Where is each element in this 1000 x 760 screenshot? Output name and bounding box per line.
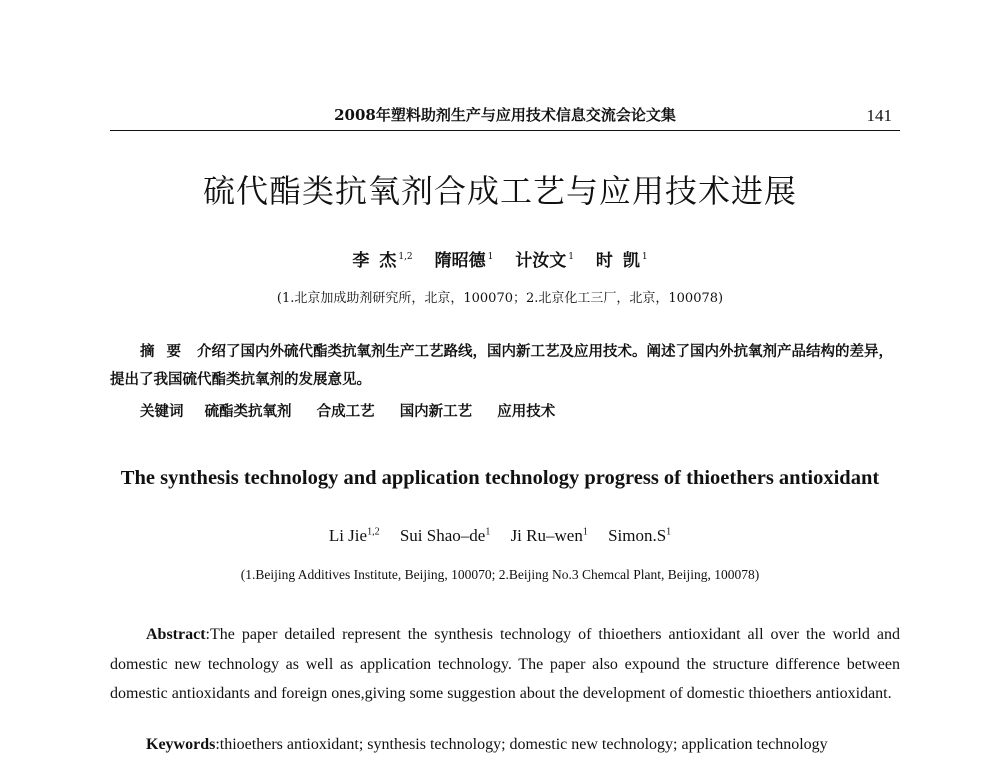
cn-author: 隋昭德 $^1$	[434, 251, 494, 271]
en-keywords-label: Keywords	[146, 736, 216, 753]
cn-abstract-label: 摘要	[140, 343, 193, 360]
cn-keywords	[140, 400, 575, 421]
en-abstract-label: Abstract	[146, 626, 206, 643]
cn-keywords-label: 关键词	[140, 403, 184, 420]
en-affiliation: (1.Beijing Additives Institute, Beijing, 100070; 2.Beijing No.3 Chemcal Plant, Beijing, 100078)	[240, 567, 760, 582]
cn-authors	[0, 246, 1000, 271]
cn-abstract-text: 介绍了国内外硫代酯类抗氧剂生产工艺路线，国内新工艺及应用技术。阐述了国内外抗氧剂产品结构的差异，提出了我国硫代酯类抗氧剂的发展意见。	[110, 343, 893, 388]
cn-keyword: 国内新工艺	[399, 403, 473, 420]
page-number: 141	[866, 106, 892, 125]
en-abstract	[110, 620, 900, 709]
cn-author: 计汝文 $^1$	[515, 251, 574, 271]
cn-keyword: 合成工艺	[316, 403, 375, 420]
cn-keyword: 应用技术	[497, 403, 556, 420]
en-keywords-text: :thioethers antioxidant; synthesis technology; domestic new technology; application technology	[215, 736, 828, 753]
en-author: Sui Shao–$de^1$	[399, 526, 491, 545]
en-author: $Simon.S^1$	[608, 526, 672, 545]
running-title: 2008年塑料助剂生产与应用技术信息交流会论文集	[334, 106, 676, 124]
cn-abstract	[110, 338, 900, 394]
en-author: Ji Ru–wen$^1$	[510, 526, 588, 545]
en-authors	[0, 526, 1000, 546]
running-header	[110, 104, 900, 130]
en-keywords	[146, 736, 828, 754]
cn-keyword: 硫酯类抗氧剂	[204, 403, 292, 420]
en-abstract-text: :The paper detailed represent the synthesis technology of thioethers antioxidant all over the world and domestic new technology as well as application technology. The paper also expound the structure difference between domestic antioxidants and foreign ones,giving some suggestion about the development of domestic thioethers antioxidant.	[110, 626, 900, 702]
cn-author: 李 杰 $^{1,2}$	[352, 251, 413, 271]
cn-affiliation: (1.北京加成助剂研究所，北京，100070；2.北京化工三厂，北京，100078)	[276, 291, 724, 306]
cn-author: 时 凯 $^1$	[595, 251, 648, 271]
en-title: The synthesis technology and application technology progress of thioethers antioxidant	[120, 467, 880, 489]
header-rule	[110, 130, 900, 131]
cn-title: 硫代酯类抗氧剂合成工艺与应用技术进展	[202, 172, 797, 210]
en-author: Li Jie$^{1,2}$	[328, 526, 380, 545]
